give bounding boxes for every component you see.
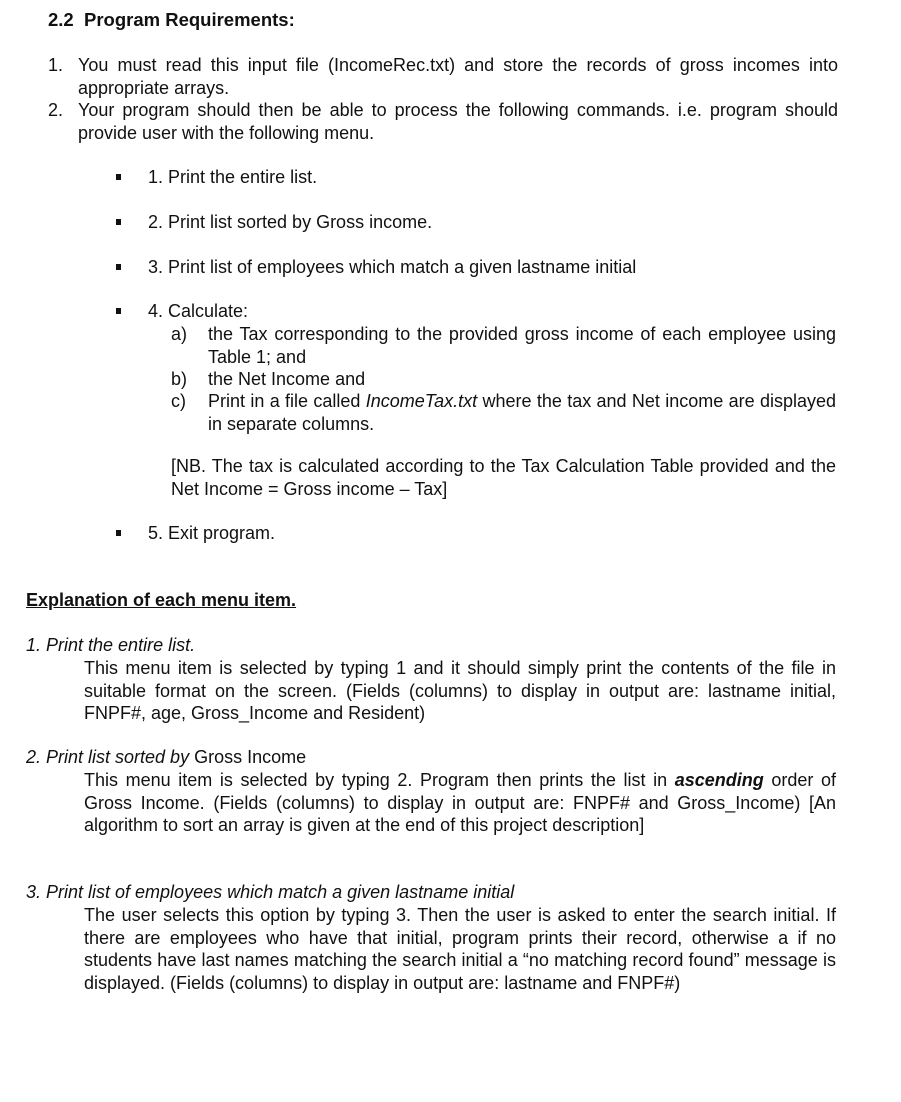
- bullet-icon: [116, 308, 121, 314]
- explanation-3-title: 3. Print list of employees which match a given lastname initial: [26, 882, 515, 902]
- calc-item-text: the Net Income and: [208, 369, 366, 389]
- explanation-heading: Explanation of each menu item.: [26, 590, 297, 610]
- menu-item-label: 2. Print list sorted by Gross income.: [148, 212, 433, 232]
- menu-item-label: 3. Print list of employees which match a given lastname initial: [148, 257, 637, 277]
- calc-item-key: a): [171, 324, 188, 344]
- bullet-icon: [116, 219, 121, 225]
- calc-item-text: [208, 390, 836, 435]
- requirement-2: [48, 99, 838, 144]
- calc-item-c: [171, 390, 836, 435]
- explanation-1-body: This menu item is selected by typing 1 and it should simply print the contents of the file in suitable format on the screen. (Fields (columns) to display in output are: lastname initial, FNPF#, age, Gross_Income and Resident): [84, 658, 836, 723]
- requirement-number: 1.: [48, 55, 64, 75]
- menu-item-label: 4. Calculate:: [148, 301, 249, 321]
- explanation-2-title-italic: 2. Print list sorted by: [26, 747, 190, 767]
- requirement-text: Your program should then be able to process the following commands. i.e. program should provide user with the following menu.: [78, 100, 838, 143]
- calc-c-post: where the tax and Net income are displayed in separate columns.: [208, 391, 837, 434]
- section-title-text: Program Requirements:: [84, 9, 295, 30]
- explanation-2-title-normal: Gross Income: [189, 747, 307, 767]
- requirement-number: 2.: [48, 100, 64, 120]
- calc-item-a: [171, 323, 836, 368]
- explanation-2-body-post: order of Gross Income. (Fields (columns) to display in output are: FNPF# and Gross_Income) [An algorithm to sort an array is given at the end of this project description]: [84, 770, 836, 835]
- menu-item-label: 5. Exit program.: [148, 523, 276, 543]
- calc-item-text: the Tax corresponding to the provided gross income of each employee using Table 1; and: [208, 324, 836, 367]
- explanation-3-body: The user selects this option by typing 3. Then the user is asked to enter the search initial. If there are employees who have that initial, program prints their record, otherwise a if no students have last names matching the search initial a “no matching record found” message is displayed. (Fields (columns) to display in output are: lastname and FNPF#): [84, 905, 836, 993]
- bullet-icon: [116, 530, 121, 536]
- explanation-1-title: 1. Print the entire list.: [26, 635, 196, 655]
- explanation-2-title: [26, 746, 306, 769]
- bullet-icon: [116, 264, 121, 270]
- calc-item-key: c): [171, 391, 186, 411]
- emphasis-ascending: ascending: [674, 770, 764, 790]
- calc-c-pre: Print in a file called: [208, 391, 366, 411]
- explanation-2-body-pre: This menu item is selected by typing 2. Program then prints the list in: [84, 770, 675, 790]
- requirement-text: You must read this input file (IncomeRec.txt) and store the records of gross incomes into appropriate arrays.: [78, 55, 838, 98]
- explanation-2-body: [84, 769, 836, 837]
- nb-note: [NB. The tax is calculated according to the Tax Calculation Table provided and the Net Income = Gross income – Tax]: [171, 456, 836, 499]
- menu-item-label: 1. Print the entire list.: [148, 167, 318, 187]
- section-number: 2.2: [48, 9, 74, 30]
- calc-item-b: [171, 368, 836, 391]
- output-filename: IncomeTax.txt: [365, 391, 478, 411]
- calc-item-key: b): [171, 369, 188, 389]
- bullet-icon: [116, 174, 121, 180]
- section-title: [48, 9, 295, 32]
- requirement-1: [48, 54, 838, 99]
